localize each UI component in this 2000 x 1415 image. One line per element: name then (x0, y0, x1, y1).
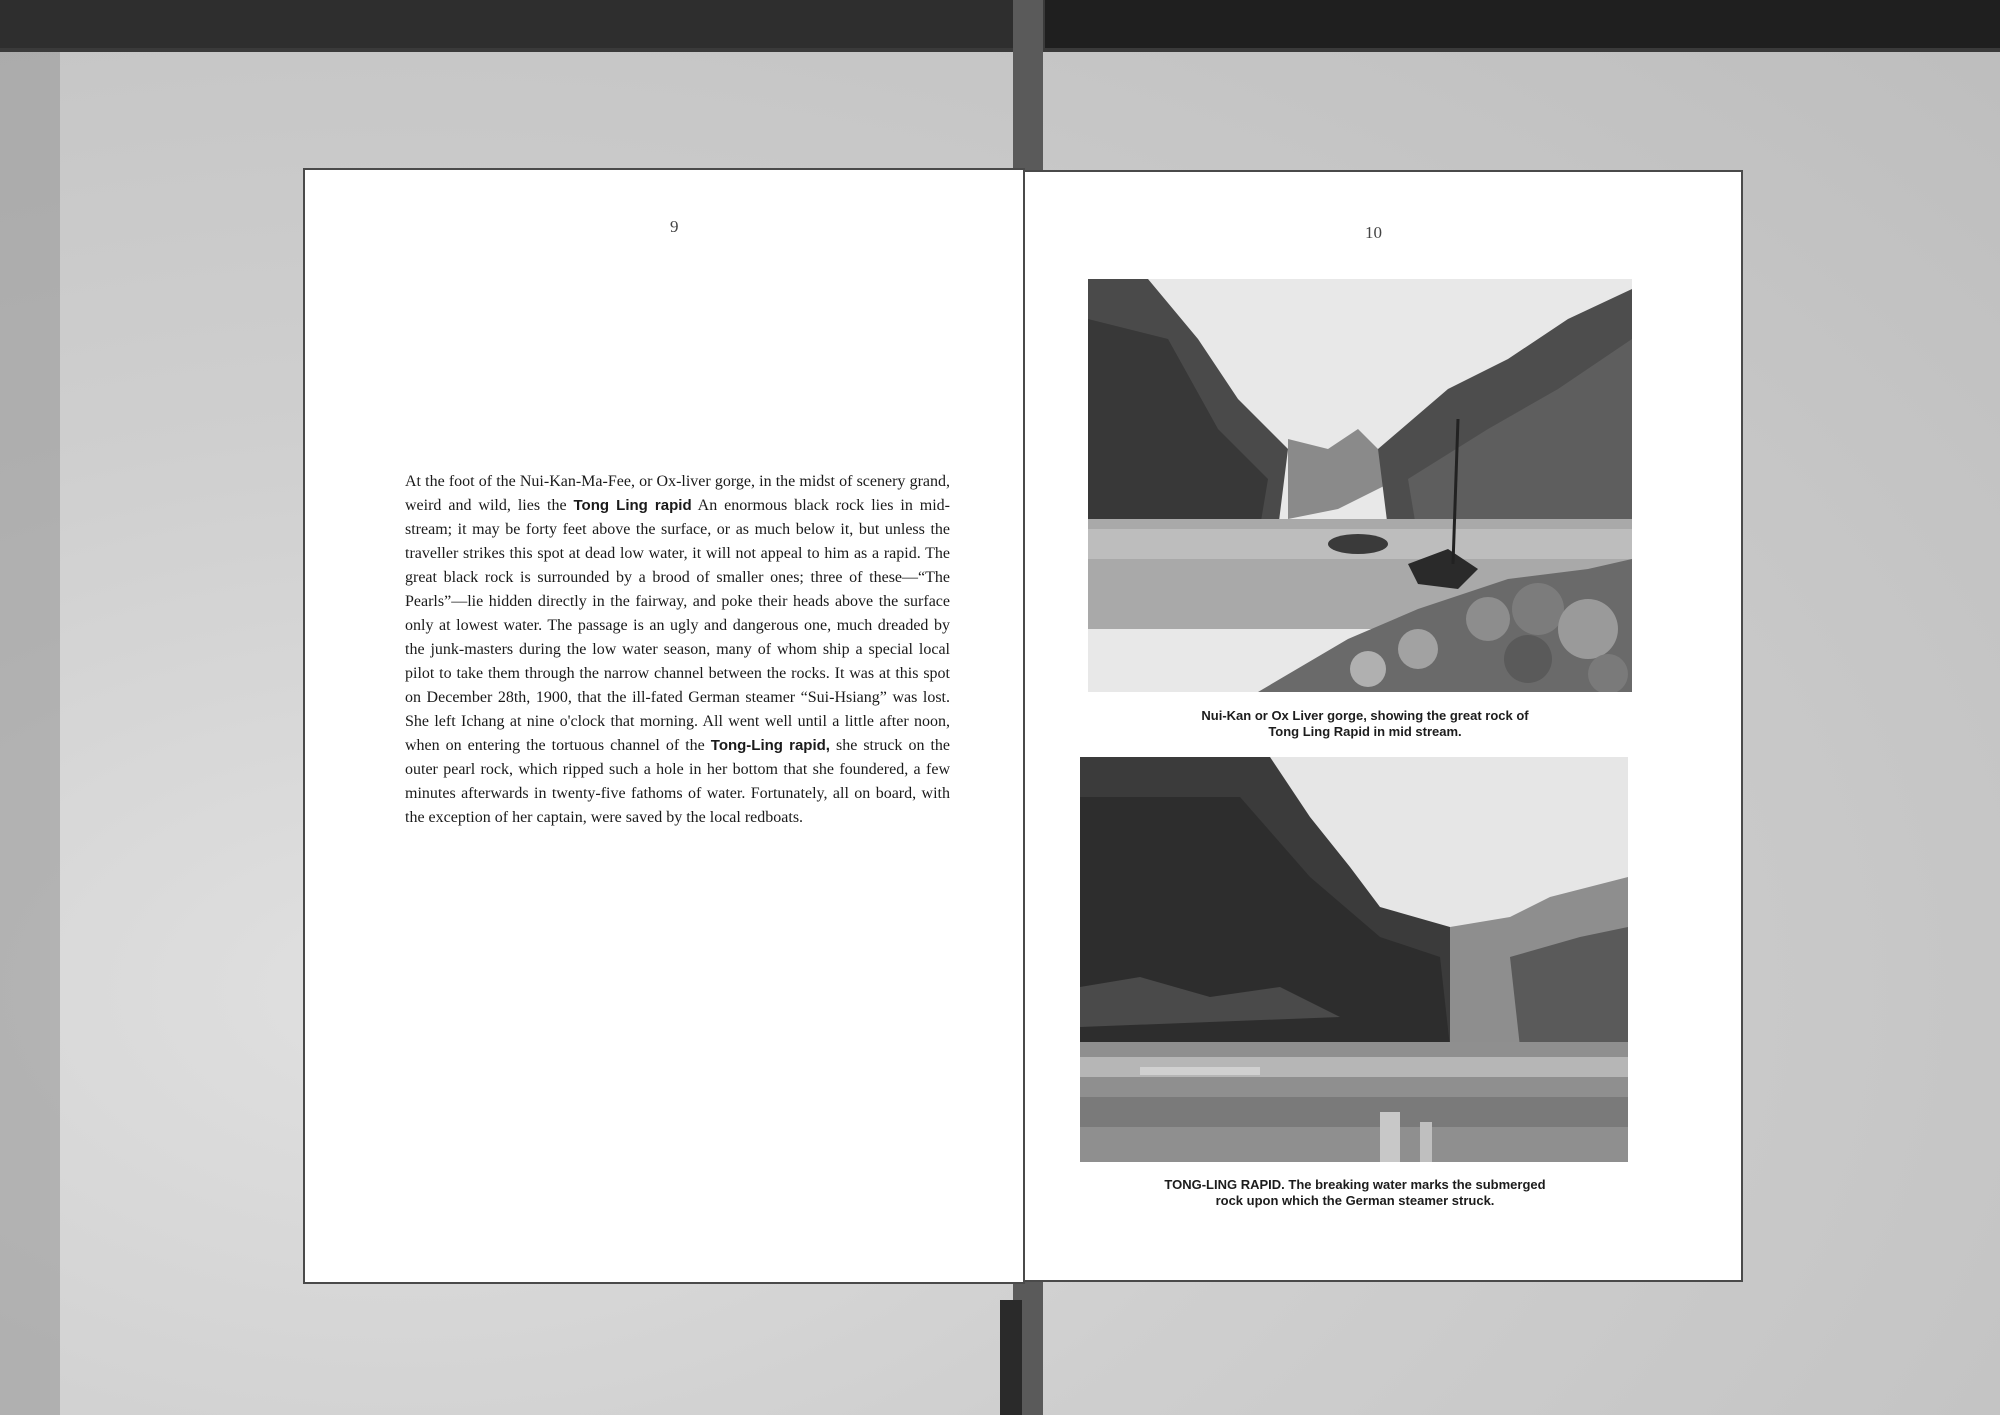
page-number-left: 9 (670, 217, 679, 236)
paragraph-text-1: At the foot of the Nui-Kan-Ma-Fee, or Ox-liver gorge, in the midst of scenery grand, weird and wild, lies the (405, 473, 950, 514)
paragraph-bold-1: Tong Ling rapid (573, 497, 692, 514)
gorge-caption-line-2: Tong Ling Rapid in mid stream. (1268, 724, 1462, 739)
rapid-caption-line-1: TONG-LING RAPID. The breaking water marks the submerged (1164, 1177, 1546, 1192)
page-number-right: 10 (1365, 223, 1382, 242)
rapid-photo (1080, 757, 1628, 1162)
paragraph-bold-2: Tong-Ling rapid, (710, 737, 830, 754)
gorge-photo (1088, 279, 1632, 692)
scan-top-band-right (1045, 0, 2000, 48)
paragraph-text-3: she struck on the outer pearl rock, which ripped such a hole in her bottom that she foundered, a few minutes afterwards in twenty-five fathoms of water. Fortunately, all on board, with the exception of her captain, were saved by the local redboats. (405, 737, 950, 826)
left-page (305, 170, 1023, 1282)
rapid-photo-caption (1075, 1177, 1635, 1209)
body-paragraph (405, 470, 950, 830)
right-page (1025, 172, 1741, 1280)
paragraph-text-2: An enormous black rock lies in mid-stream; it may be forty feet above the surface, or as much below it, but unless the traveller strikes this spot at dead low water, it will not appeal to him as a rapid. The great black rock is surrounded by a brood of smaller ones; three of these—“The Pearls”—lie hidden directly in the fairway, and poke their heads above the surface only at lowest water. The passage is an ugly and dangerous one, much dreaded by the junk-masters during the low water season, many of whom ship a special local pilot to take them through the narrow channel between the rocks. It was at this spot on December 28th, 1900, that the ill-fated German steamer “Sui-Hsiang” was lost. She left Ichang at nine o'clock that morning. All went well until a little after noon, when on entering the tortuous channel of the (405, 497, 951, 754)
scan-top-band-left (0, 0, 1015, 48)
gorge-caption-line-1: Nui-Kan or Ox Liver gorge, showing the great rock of (1201, 708, 1529, 723)
scan-left-edge (0, 0, 60, 1415)
gorge-photo-caption (1105, 708, 1625, 740)
rapid-caption-line-2: rock upon which the German steamer struck. (1215, 1193, 1495, 1208)
book-spine-bottom (1000, 1300, 1022, 1415)
